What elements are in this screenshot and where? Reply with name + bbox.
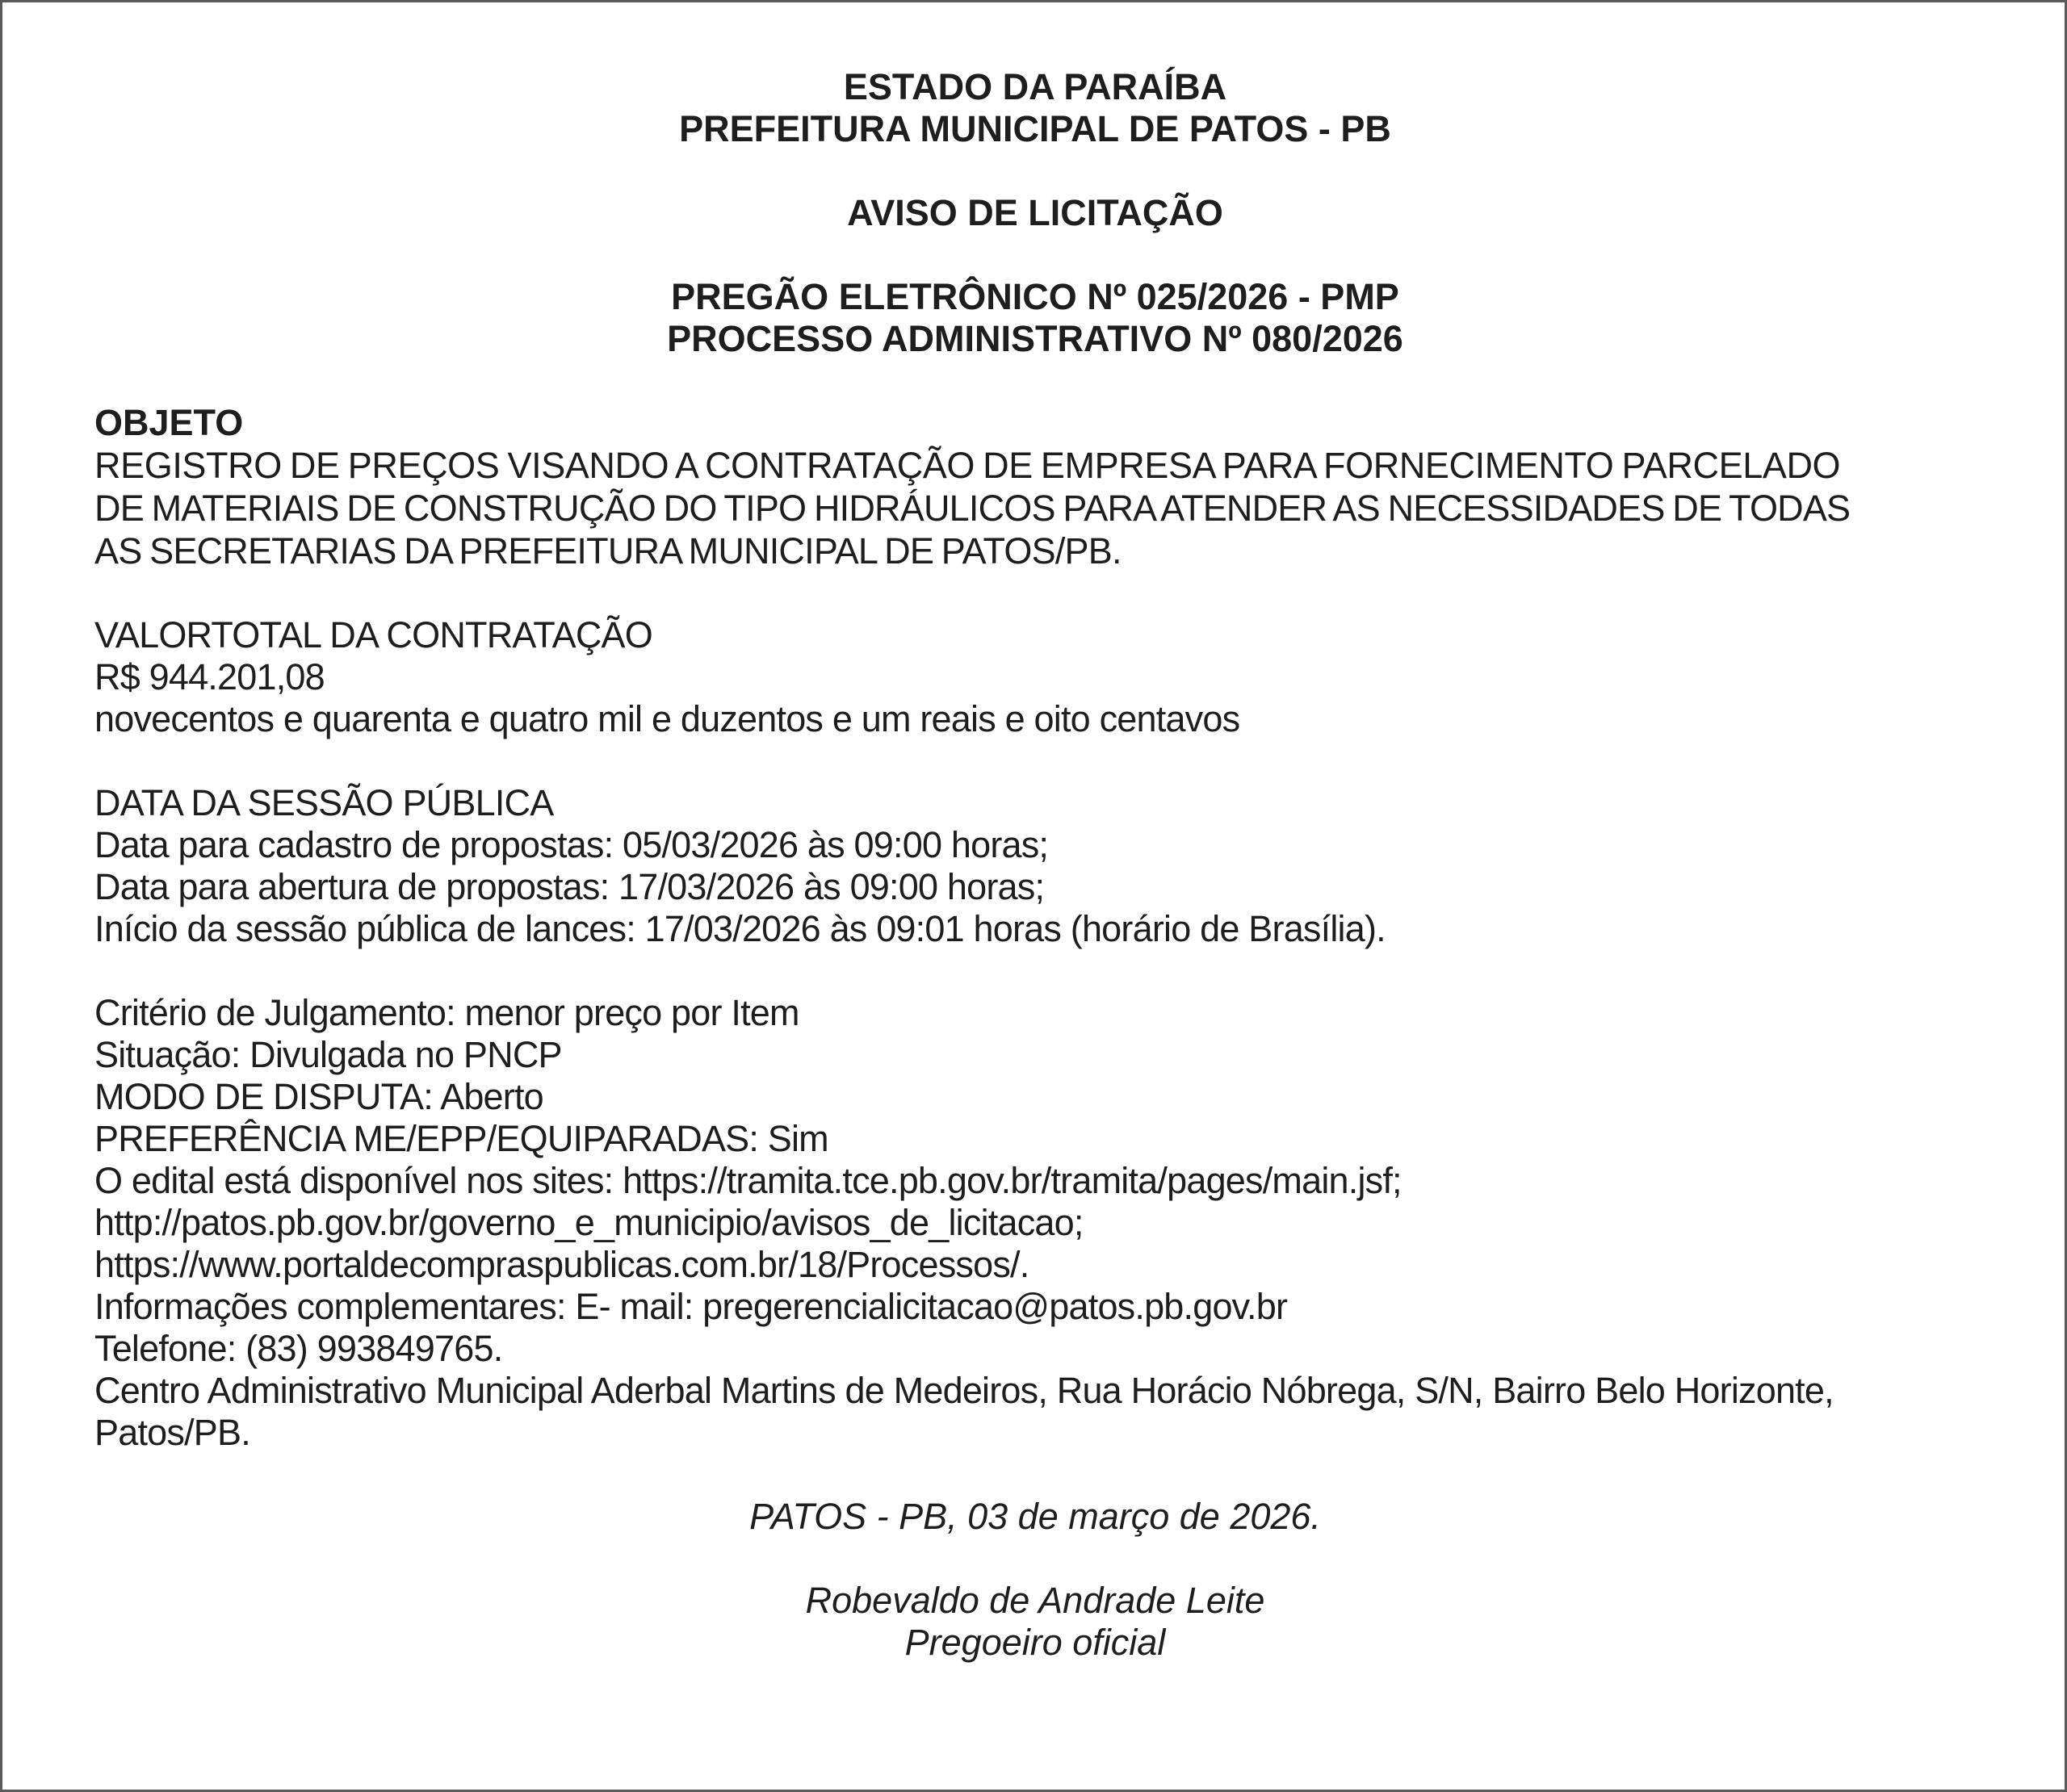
objeto-section xyxy=(94,402,1976,572)
criterio-julgamento: Critério de Julgamento: menor preço por Item xyxy=(94,992,799,1033)
place-date: PATOS - PB, 03 de março de 2026. xyxy=(749,1496,1321,1537)
sessao-cadastro: Data para cadastro de propostas: 05/03/2026 às 09:00 horas; xyxy=(94,824,1049,865)
state-title: ESTADO DA PARAÍBA xyxy=(843,66,1227,107)
objeto-line-3: AS SECRETARIAS DA PREFEITURA MUNICIPAL DE PATOS/PB. xyxy=(94,530,1122,572)
sessao-label: DATA DA SESSÃO PÚBLICA xyxy=(94,782,554,823)
signer-name: Robevaldo de Andrade Leite xyxy=(805,1580,1265,1621)
details-section xyxy=(94,992,1976,1454)
document-header xyxy=(94,66,1976,360)
edital-disponivel: O edital está disponível nos sites: https://tramita.tce.pb.gov.br/tramita/pages/main.jsf; xyxy=(94,1160,1402,1201)
informacoes-complementares: Informações complementares: E- mail: pregerencialicitacao@patos.pb.gov.br xyxy=(94,1286,1288,1327)
objeto-line-2: DE MATERIAIS DE CONSTRUÇÃO DO TIPO HIDRÁULICOS PARA ATENDER AS NECESSIDADES DE TODAS xyxy=(94,488,1851,529)
valor-amount: R$ 944.201,08 xyxy=(94,656,325,697)
preferencia: PREFERÊNCIA ME/EPP/EQUIPARADAS: Sim xyxy=(94,1118,828,1159)
sessao-inicio: Início da sessão pública de lances: 17/03/2026 às 09:01 horas (horário de Brasília). xyxy=(94,908,1386,949)
prefecture-title: PREFEITURA MUNICIPAL DE PATOS - PB xyxy=(679,108,1391,149)
document-footer xyxy=(94,1496,1976,1664)
endereco-line-1: Centro Administrativo Municipal Aderbal Martins de Medeiros, Rua Horácio Nóbrega, S/N, Bairro Belo Horizonte, xyxy=(94,1370,1834,1411)
situacao: Situação: Divulgada no PNCP xyxy=(94,1034,562,1075)
objeto-line-1: REGISTRO DE PREÇOS VISANDO A CONTRATAÇÃO DE EMPRESA PARA FORNECIMENTO PARCELADO xyxy=(94,445,1841,486)
sessao-section xyxy=(94,782,1976,950)
telefone: Telefone: (83) 993849765. xyxy=(94,1328,503,1369)
modo-disputa: MODO DE DISPUTA: Aberto xyxy=(94,1076,543,1117)
site-patos: http://patos.pb.gov.br/governo_e_municipio/avisos_de_licitacao; xyxy=(94,1202,1084,1243)
processo-number: PROCESSO ADMINISTRATIVO Nº 080/2026 xyxy=(667,318,1403,359)
sessao-abertura: Data para abertura de propostas: 17/03/2026 às 09:00 horas; xyxy=(94,866,1045,907)
signer-role: Pregoeiro oficial xyxy=(904,1622,1166,1663)
notice-title: AVISO DE LICITAÇÃO xyxy=(847,192,1223,233)
site-portal: https://www.portaldecompraspublicas.com.br/18/Processos/. xyxy=(94,1244,1029,1285)
valor-section xyxy=(94,614,1976,740)
pregao-number: PREGÃO ELETRÔNICO Nº 025/2026 - PMP xyxy=(671,276,1399,317)
objeto-label: OBJETO xyxy=(94,402,244,443)
notice-document xyxy=(94,66,1976,1664)
endereco-line-2: Patos/PB. xyxy=(94,1412,250,1453)
valor-label: VALORTOTAL DA CONTRATAÇÃO xyxy=(94,614,652,655)
valor-in-words: novecentos e quarenta e quatro mil e duzentos e um reais e oito centavos xyxy=(94,698,1240,739)
